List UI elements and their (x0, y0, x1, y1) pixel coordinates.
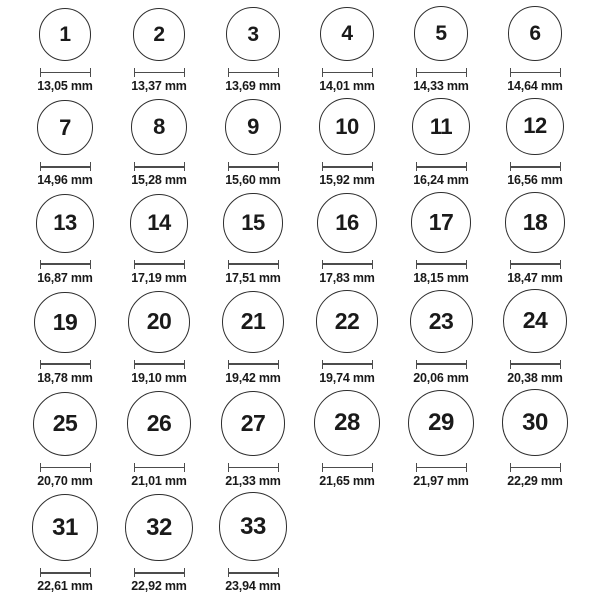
ring-circle (226, 7, 279, 60)
chart-row (18, 389, 582, 488)
ring-size-cell (394, 390, 488, 489)
diameter-ruler (510, 260, 561, 269)
ring-circle (221, 391, 286, 456)
ring-circle (503, 289, 566, 352)
ring-size-cell (206, 291, 300, 386)
chart-row (18, 289, 582, 385)
ring-size-cell (394, 98, 488, 188)
ring-size-number: 3 (247, 22, 259, 46)
chart-row (18, 492, 582, 594)
ring-size-number: 11 (429, 113, 453, 139)
diameter-ruler (40, 568, 91, 577)
ring-size-cell (206, 99, 300, 188)
ring-circle (412, 98, 469, 155)
ring-circle (32, 494, 99, 561)
diameter-ruler (322, 162, 373, 171)
ring-size-number: 18 (522, 208, 548, 235)
ring-size-number: 10 (335, 113, 359, 139)
diameter-ruler (416, 260, 467, 269)
ring-size-number: 7 (59, 114, 71, 140)
diameter-label: 14,96 mm (37, 173, 93, 188)
ring-size-cell (488, 389, 582, 488)
ring-size-cell (300, 390, 394, 488)
ring-size-cell (18, 100, 112, 188)
ring-size-number: 29 (428, 408, 454, 436)
diameter-ruler (228, 360, 279, 369)
ring-circle (506, 98, 564, 156)
diameter-label: 16,56 mm (507, 173, 563, 188)
ring-size-number: 5 (435, 22, 447, 46)
ring-size-number: 21 (240, 308, 266, 335)
ring-size-cell (112, 99, 206, 188)
ring-size-cell (112, 194, 206, 285)
ring-size-cell (488, 98, 582, 189)
diameter-label: 18,15 mm (413, 270, 469, 285)
diameter-ruler (228, 68, 279, 77)
diameter-ruler (40, 68, 91, 77)
ring-size-number: 32 (146, 513, 172, 541)
ring-circle (33, 392, 97, 456)
diameter-ruler (228, 568, 279, 577)
diameter-label: 22,92 mm (131, 579, 187, 594)
diameter-ruler (322, 260, 373, 269)
ring-size-cell (488, 192, 582, 285)
chart-row (18, 98, 582, 189)
ring-circle (502, 389, 568, 455)
ring-size-number: 31 (52, 513, 78, 541)
diameter-label: 19,10 mm (131, 370, 187, 385)
diameter-ruler (134, 68, 185, 77)
diameter-ruler (40, 260, 91, 269)
ring-circle (314, 390, 379, 455)
diameter-label: 13,05 mm (37, 78, 93, 93)
diameter-ruler (134, 260, 185, 269)
diameter-label: 19,74 mm (319, 370, 375, 385)
diameter-label: 13,69 mm (225, 78, 281, 93)
diameter-label: 21,65 mm (319, 473, 375, 488)
ring-circle (130, 194, 189, 253)
ring-size-number: 6 (529, 21, 541, 45)
diameter-ruler (510, 68, 561, 77)
ring-circle (34, 292, 95, 353)
ring-circle (508, 6, 563, 61)
ring-size-number: 1 (59, 23, 71, 47)
ring-size-number: 33 (240, 512, 266, 540)
ring-size-cell (18, 392, 112, 489)
diameter-label: 14,64 mm (507, 78, 563, 93)
diameter-label: 17,19 mm (131, 270, 187, 285)
diameter-label: 18,78 mm (37, 370, 93, 385)
ring-size-number: 26 (146, 410, 172, 437)
diameter-label: 20,06 mm (413, 370, 469, 385)
ring-size-cell (18, 8, 112, 93)
ring-size-cell (488, 289, 582, 385)
ring-size-cell (18, 194, 112, 285)
diameter-label: 13,37 mm (131, 78, 187, 93)
diameter-ruler (228, 260, 279, 269)
ring-size-number: 20 (146, 308, 172, 335)
ring-size-number: 23 (428, 307, 454, 334)
ring-circle (128, 291, 190, 353)
ring-circle (133, 8, 186, 61)
ring-size-number: 28 (334, 409, 360, 437)
ring-size-number: 14 (147, 210, 171, 236)
ring-circle (219, 492, 288, 561)
diameter-label: 16,87 mm (37, 270, 93, 285)
diameter-ruler (40, 162, 91, 171)
diameter-ruler (40, 360, 91, 369)
ring-size-number: 25 (52, 410, 78, 437)
ring-size-cell (394, 6, 488, 93)
ring-size-number: 22 (334, 307, 360, 334)
diameter-ruler (510, 360, 561, 369)
ring-size-number: 24 (522, 307, 548, 334)
ring-size-number: 2 (153, 22, 165, 46)
diameter-label: 20,70 mm (37, 473, 93, 488)
diameter-ruler (134, 360, 185, 369)
diameter-ruler (134, 463, 185, 472)
ring-circle (37, 100, 92, 155)
ring-size-number: 30 (522, 408, 548, 436)
diameter-label: 15,60 mm (225, 173, 281, 188)
diameter-ruler (322, 463, 373, 472)
ring-circle (39, 8, 92, 61)
ring-circle (410, 290, 473, 353)
diameter-label: 22,61 mm (37, 579, 93, 594)
ring-circle (408, 390, 474, 456)
ring-size-number: 17 (428, 208, 454, 235)
ring-size-cell (394, 192, 488, 285)
ring-size-number: 8 (153, 114, 165, 140)
diameter-ruler (416, 463, 467, 472)
diameter-label: 20,38 mm (507, 370, 563, 385)
ring-circle (505, 192, 566, 253)
ring-size-cell (206, 193, 300, 285)
diameter-label: 17,51 mm (225, 270, 281, 285)
ring-size-cell (18, 292, 112, 386)
ring-size-number: 9 (247, 114, 259, 140)
diameter-label: 21,97 mm (413, 473, 469, 488)
ring-circle (319, 98, 376, 155)
ring-circle (36, 194, 94, 252)
ring-circle (222, 291, 284, 353)
ring-size-cell (206, 7, 300, 93)
ring-size-number: 19 (52, 308, 78, 335)
ring-circle (125, 494, 192, 561)
diameter-label: 17,83 mm (319, 270, 375, 285)
diameter-ruler (322, 360, 373, 369)
diameter-ruler (134, 568, 185, 577)
ring-size-cell (112, 494, 206, 594)
diameter-ruler (510, 463, 561, 472)
diameter-ruler (228, 162, 279, 171)
diameter-ruler (510, 162, 561, 171)
diameter-label: 15,92 mm (319, 173, 375, 188)
ring-size-number: 16 (335, 209, 359, 235)
diameter-ruler (416, 68, 467, 77)
ring-size-number: 4 (341, 22, 353, 46)
chart-row (18, 6, 582, 94)
diameter-label: 14,33 mm (413, 78, 469, 93)
ring-circle (320, 7, 374, 61)
ring-size-cell (300, 193, 394, 285)
diameter-label: 14,01 mm (319, 78, 375, 93)
diameter-label: 16,24 mm (413, 173, 469, 188)
ring-size-cell (300, 290, 394, 385)
ring-size-cell (206, 391, 300, 489)
diameter-label: 19,42 mm (225, 370, 281, 385)
ring-size-cell (112, 391, 206, 488)
chart-row (18, 192, 582, 285)
diameter-label: 23,94 mm (225, 579, 281, 594)
diameter-label: 18,47 mm (507, 270, 563, 285)
diameter-label: 21,33 mm (225, 473, 281, 488)
ring-size-cell (18, 494, 112, 594)
diameter-ruler (322, 68, 373, 77)
ring-circle (411, 192, 471, 252)
ring-circle (225, 99, 281, 155)
ring-circle (414, 6, 468, 60)
ring-circle (316, 290, 379, 353)
ring-circle (223, 193, 282, 252)
ring-circle (131, 99, 187, 155)
ring-size-cell (112, 8, 206, 94)
diameter-label: 22,29 mm (507, 473, 563, 488)
ring-size-cell (206, 492, 300, 594)
ring-size-cell (112, 291, 206, 385)
diameter-ruler (228, 463, 279, 472)
diameter-ruler (40, 463, 91, 472)
ring-size-number: 27 (240, 409, 266, 436)
ring-circle (127, 391, 191, 455)
ring-circle (317, 193, 377, 253)
ring-size-cell (394, 290, 488, 386)
diameter-ruler (416, 162, 467, 171)
ring-size-cell (300, 7, 394, 94)
diameter-label: 15,28 mm (131, 173, 187, 188)
ring-size-number: 15 (241, 209, 265, 235)
diameter-label: 21,01 mm (131, 473, 187, 488)
ring-size-number: 12 (523, 113, 547, 139)
diameter-ruler (134, 162, 185, 171)
ring-size-cell (488, 6, 582, 94)
ring-size-cell (300, 98, 394, 188)
ring-size-number: 13 (53, 210, 77, 236)
diameter-ruler (416, 360, 467, 369)
